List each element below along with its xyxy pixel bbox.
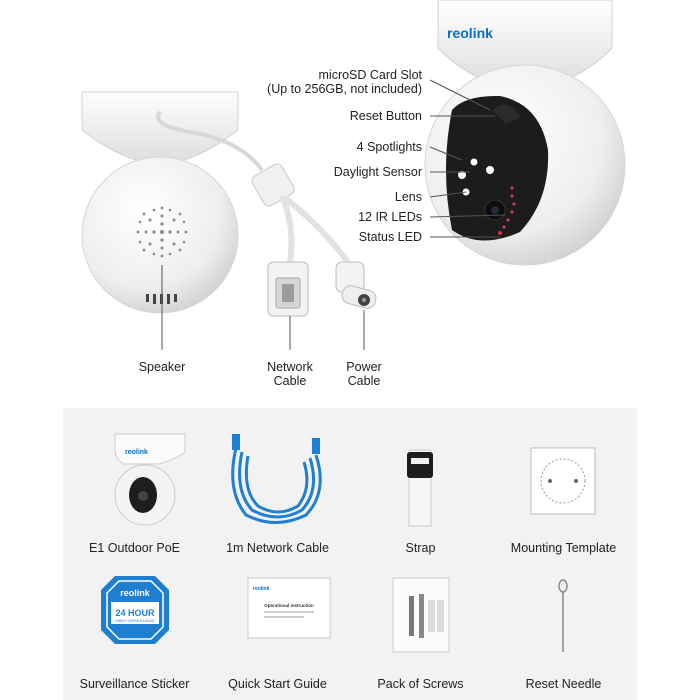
screws-icon (349, 566, 492, 666)
label-network-line2: Cable (273, 374, 307, 389)
network-connector-icon (268, 262, 308, 316)
guide-icon (206, 566, 349, 666)
svg-text:reolink: reolink (125, 449, 148, 456)
kit-item-label: Quick Start Guide (228, 677, 327, 691)
kit-item-label: Strap (405, 541, 436, 555)
reolink-logo: reolink (447, 25, 493, 41)
label-speaker: Speaker (138, 360, 186, 374)
kit-item-screws (349, 566, 492, 691)
label-network-cable (267, 360, 313, 389)
network-cable-icon (206, 430, 349, 530)
kit-item-label: 1m Network Cable (226, 541, 329, 555)
callout-lens: Lens (394, 190, 422, 204)
callout-status-led: Status LED (358, 230, 422, 244)
guide-title: Operational Instruction (264, 603, 314, 608)
kit-item-mounting-template (492, 430, 635, 555)
needle-icon (492, 566, 635, 666)
callout-ir-leds: 12 IR LEDs (358, 210, 422, 224)
svg-text:reolink: reolink (253, 586, 270, 592)
power-connector-icon (336, 262, 378, 310)
callout-microsd-line2: (Up to 256GB, not included) (267, 82, 422, 97)
camera-icon (63, 430, 206, 530)
kit-item-network-cable (206, 430, 349, 555)
camera-front-view (425, 0, 625, 265)
package-contents-panel (63, 408, 637, 700)
sticker-line1: 24 HOUR (115, 608, 155, 618)
callout-microsd (267, 68, 422, 97)
kit-item-label: Mounting Template (510, 541, 617, 555)
svg-text:reolink: reolink (120, 588, 150, 598)
kit-item-label: Pack of Screws (377, 677, 464, 691)
callout-microsd-line1: microSD Card Slot (318, 68, 422, 82)
callout-daylight-sensor: Daylight Sensor (333, 165, 422, 179)
kit-item-camera (63, 430, 206, 555)
kit-item-label: Surveillance Sticker (79, 677, 190, 691)
kit-item-label: E1 Outdoor PoE (88, 541, 181, 555)
label-network-line1: Network (267, 360, 313, 374)
sticker-icon (63, 566, 206, 666)
callout-reset-button: Reset Button (349, 109, 422, 123)
mounting-template-icon (492, 430, 635, 530)
strap-icon (349, 430, 492, 530)
camera-back-view (82, 92, 262, 313)
callout-spotlights: 4 Spotlights (356, 140, 422, 154)
sticker-line2: VIDEO SURVEILLANCE (115, 619, 155, 623)
label-power-line2: Cable (347, 374, 381, 389)
kit-item-sticker (63, 566, 206, 691)
kit-item-strap (349, 430, 492, 555)
kit-item-needle (492, 566, 635, 691)
label-power-cable (346, 360, 381, 389)
kit-item-label: Reset Needle (525, 677, 602, 691)
kit-item-guide (206, 566, 349, 691)
label-power-line1: Power (346, 360, 382, 374)
